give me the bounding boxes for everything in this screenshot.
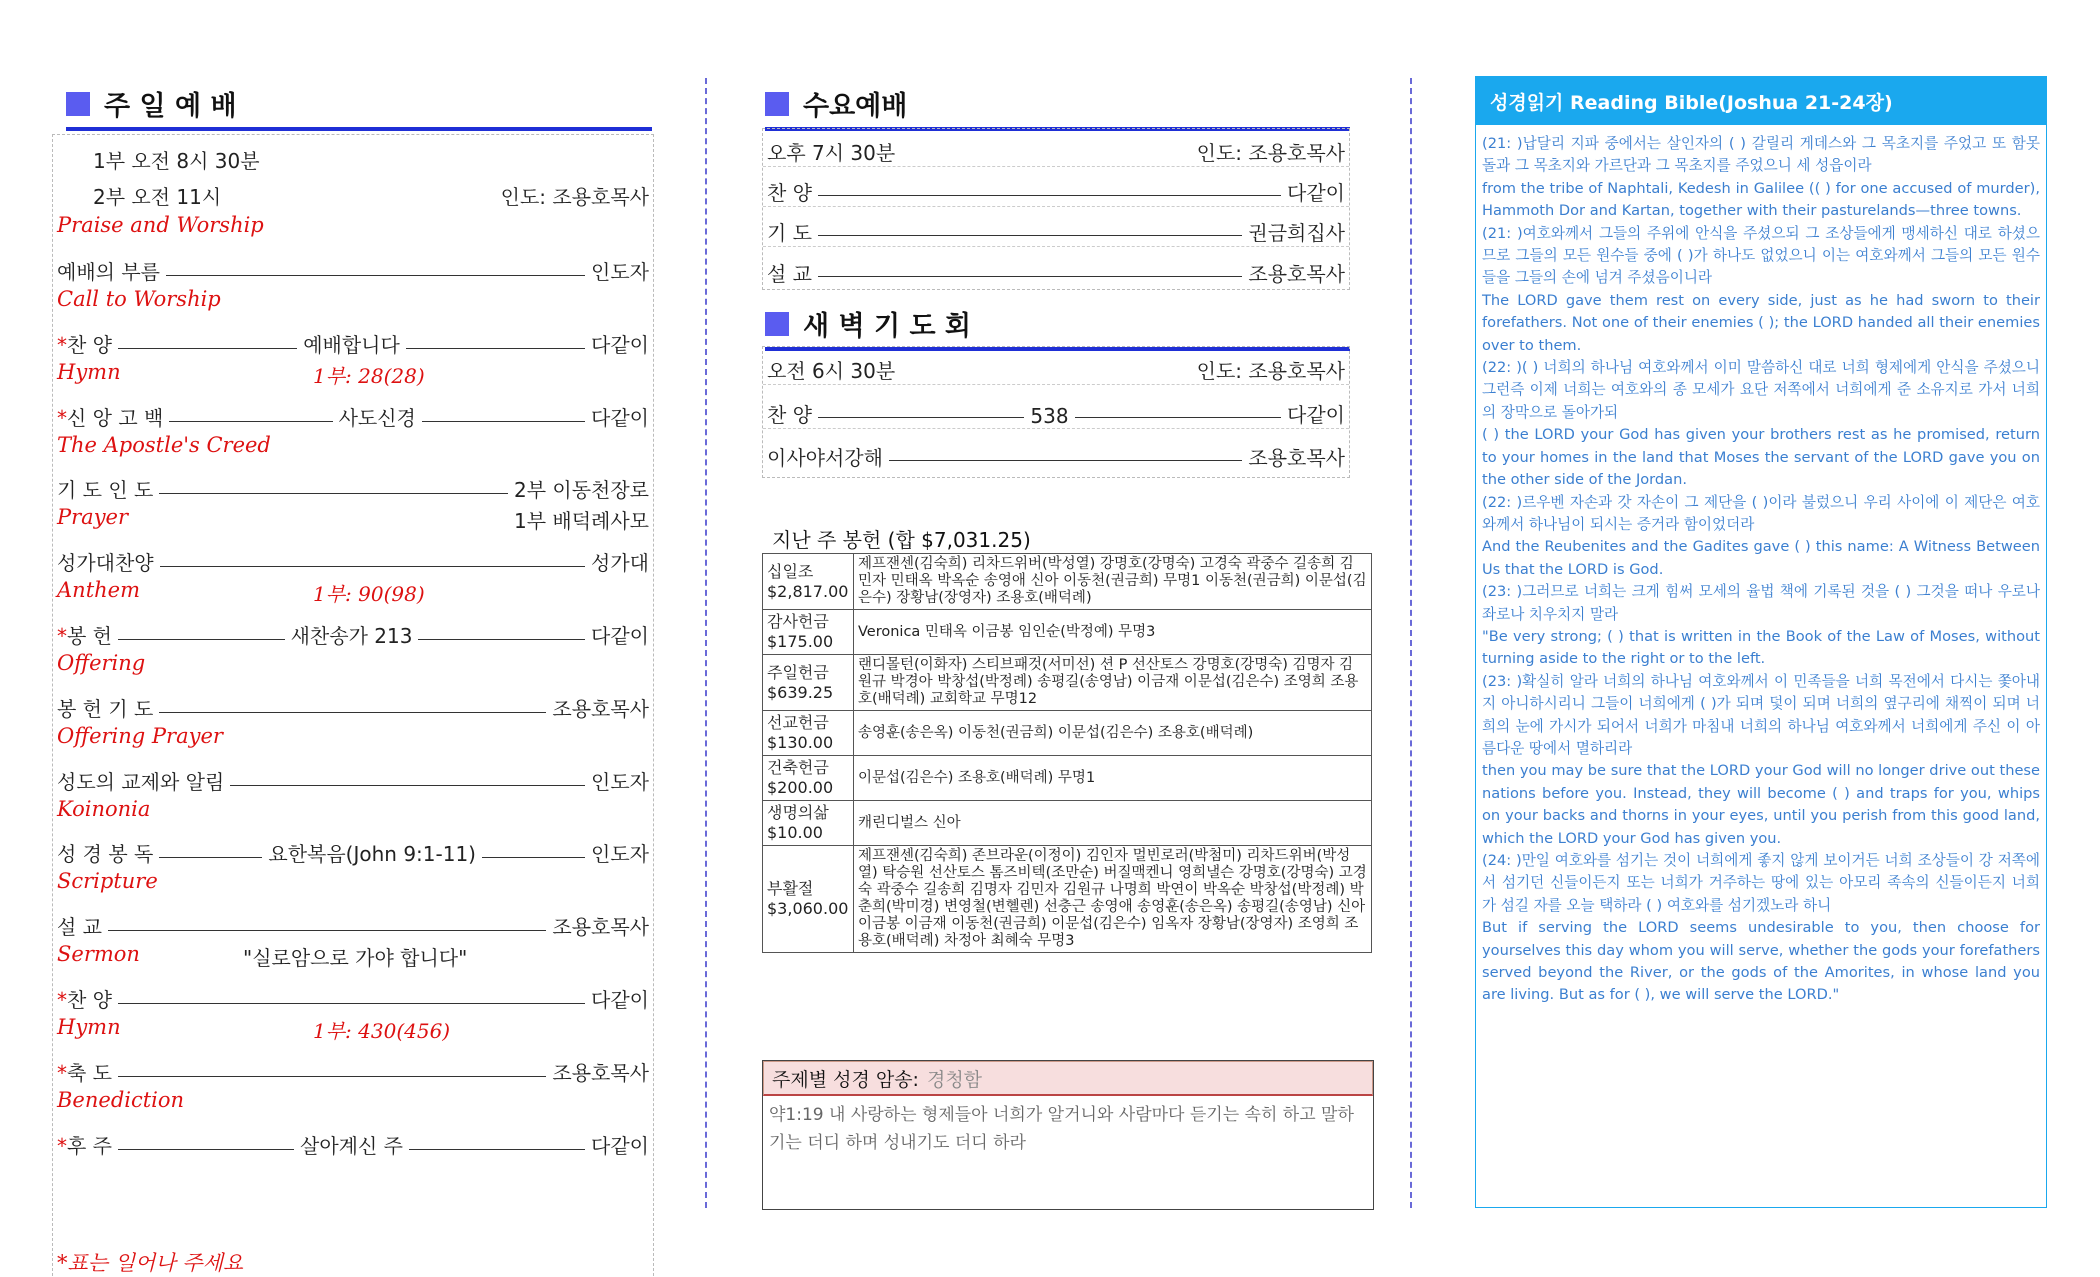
reading-paragraph: (24: )만일 여호와를 섬기는 것이 너희에게 좋지 않게 보이거든 너희 조상들이 강 저쪽에서 섬기던 신들이든지 또는 너희가 거주하는 땅에 있는 아모리 족속의 신들이든지 너희가 섬길 자를 오늘 택하라 ( ) 여호와를 섬기겠노라 하니 (1482, 852, 2040, 914)
dawn-box (762, 346, 1350, 478)
leader-line (1075, 417, 1281, 418)
offering-row (763, 711, 1372, 756)
first-service-time: 1부 오전 8시 30분 (93, 149, 260, 173)
star-marker: * (57, 405, 67, 430)
offering-category: 십일조 $2,817.00 (763, 554, 854, 610)
leader-line (818, 235, 1242, 236)
order-item-detail: 요한복음(John 9:1-11) (268, 842, 476, 867)
reading-paragraph: then you may be sure that the LORD your God will no longer drive out these nations before you. Instead, they will become ( ) and traps for you, whips on your backs and thorns in your eyes, until you perish from this good land, which the LORD your God has given you. (1482, 762, 2040, 847)
order-item-english: Scripture (57, 869, 158, 894)
star-marker: * (57, 332, 67, 357)
order-item (53, 1125, 653, 1159)
reading-paragraph: (23: )확실히 알라 너희의 하나님 여호와께서 이 민족들을 너희 목전에서 다시는 쫓아내지 아니하시리니 그들이 너희에게 ( )가 되며 덫이 되며 너희의 옆구리에 채찍이 되며 너희의 눈에 가시가 되어서 너희가 마침내 너희의 하나님 여호와께서 너희에게 주신 이 아름다운 땅에서 멸하리라 (1482, 672, 2040, 757)
offering-amount: $10.00 (767, 823, 823, 842)
leader-line (818, 276, 1242, 277)
order-item-leader: 인도자 (591, 842, 650, 867)
wednesday-leader: 인도: 조용호목사 (1196, 141, 1345, 165)
order-item (53, 979, 653, 1013)
order-item-leader: 다같이 (591, 332, 650, 357)
offering-row (763, 554, 1372, 610)
order-item-label: 예배의 부름 (57, 260, 160, 284)
order-item-label: 봉 헌 기 도 (57, 696, 154, 721)
offering-amount: $639.25 (767, 682, 834, 702)
order-item-leader: 2부 이동천장로 (513, 478, 649, 503)
leader-line (118, 1003, 585, 1004)
leader-line (159, 857, 262, 858)
reading-paragraph: But if serving the LORD seems undesirable to you, then choose for yourselves this day whom you will serve, whether the gods your forefathers served beyond the River, or the gods of the Amorites, in whose land you are living. But as for ( ), we will serve the LORD." (1482, 919, 2040, 1004)
offering-category: 감사헌금 $175.00 (763, 610, 854, 655)
reading-paragraph: (22: )( ) 너희의 하나님 여호와께서 이미 말씀하신 대로 너희 형제에게 안식을 주셨으니 그런즉 이제 너희는 여호와의 종 모세가 요단 저쪽에서 너희에게 준 소유지로 가서 너희의 장막으로 돌아가되 (1482, 359, 2040, 421)
leader-line (108, 930, 546, 931)
offering-amount: $175.00 (767, 632, 834, 651)
sunday-title: 주 일 예 배 (104, 91, 237, 122)
leader-line (118, 1149, 294, 1150)
reading-paragraph: (21: )납달리 지파 중에서는 살인자의 ( ) 갈릴리 게데스와 그 목초지를 주었고 또 함못 돌과 그 목초지와 가르단과 그 목초지를 주었으니 세 성읍이라 (1482, 135, 2040, 175)
offering-table-wrap (762, 553, 1372, 953)
order-item (53, 761, 653, 795)
leader-line (406, 348, 585, 349)
sunday-leader: 인도: 조용호목사 (500, 185, 649, 209)
offering-category: 건축헌금 $200.00 (763, 756, 854, 801)
reading-paragraph: from the tribe of Naphtali, Kedesh in Galilee (( ) for one accused of murder), Hammoth Dor and Kartan, together with their pasturelands—three towns. (1482, 179, 2040, 220)
order-item-label: 성 경 봉 독 (57, 842, 154, 867)
order-item-label: *찬 양 (57, 988, 112, 1012)
offering-row (763, 756, 1372, 801)
memory-verse-topic: 경청함 (926, 1068, 983, 1091)
leader-line (118, 1076, 546, 1077)
dawn-lecture-label: 이사야서강해 (767, 446, 883, 470)
leader-line (889, 460, 1242, 461)
sunday-header (66, 84, 652, 131)
dawn-time-row (763, 347, 1349, 385)
dawn-lecture-value: 조용호목사 (1248, 446, 1345, 470)
offering-names: 송영훈(송은옥) 이동천(권금희) 이문섭(김은수) 조용호(배덕례) (854, 711, 1372, 756)
star-marker: * (57, 1060, 67, 1085)
dawn-title: 새 벽 기 도 회 (803, 311, 972, 342)
reading-title: 성경읽기 Reading Bible(Joshua 21-24장) (1490, 91, 1893, 114)
offering-row (763, 655, 1372, 711)
order-item-leader: 조용호목사 (552, 696, 649, 721)
order-item-english: Offering Prayer (57, 723, 223, 748)
offering-amount: $3,060.00 (767, 899, 849, 918)
order-item (53, 469, 653, 503)
offering-amount: $130.00 (767, 733, 834, 752)
wednesday-row (763, 209, 1349, 247)
leader-line (118, 639, 285, 640)
order-item-leader: 조용호목사 (552, 1060, 649, 1085)
square-bullet-icon (66, 92, 90, 116)
order-item-note: 1부 배덕례사모 (513, 509, 649, 534)
standing-footnote: *표는 일어나 주세요 (57, 1251, 244, 1275)
wednesday-row-label: 찬 양 (767, 181, 812, 205)
column-divider-2 (1410, 78, 1412, 1208)
offering-names: 제프잰센(김숙희) 존브라운(이정이) 김인자 멀빈로러(박첨미) 리차드위버(박성열) 탁승원 선산토스 톰즈비텍(조만순) 버질맥켄니 영희낼슨 강명호(강명숙) 고경숙 곽중수 길송희 김명자 김민자 김원규 나명희 박연이 박옥순 박창섭(박정례) 박춘희(박미경) 변영철(변혤렌) 선충근 송영애 송영훈(송은옥) 송평길(송영남) 신아 이금봉 이금재 이동천(권금희) 이문섭(김은수) 임옥자 장황남(장영자) 조영희 조용호(배덕례) 차정아 최혜숙 무명3 (854, 846, 1372, 953)
offering-names: Veronica 민태옥 이금봉 임인순(박정예) 무명3 (854, 610, 1372, 655)
order-item-label: 기 도 인 도 (57, 478, 154, 503)
star-marker: * (57, 624, 67, 648)
wednesday-row-label: 설 교 (767, 262, 812, 286)
memory-verse-title: 주제별 성경 암송: (772, 1068, 919, 1091)
order-item (53, 397, 653, 431)
order-item-label: *신 앙 고 백 (57, 405, 164, 430)
offering-names: 제프잰센(김숙희) 리차드위버(박성열) 강명호(강명숙) 고경숙 곽중수 길송희 김민자 민태옥 박옥순 송영애 신아 이동천(권금희) 무명1 이동천(권금희) 이문섭(김은수) 장황남(장영자) 조용호(배덕례) (854, 554, 1372, 610)
wednesday-row-value: 권금희집사 (1248, 221, 1345, 245)
order-item (53, 688, 653, 722)
order-item-label: 성도의 교제와 알림 (57, 769, 225, 794)
order-item-english: Anthem (57, 578, 140, 603)
order-item (53, 542, 653, 576)
offering-names: 랜디몰턴(이화자) 스티브패것(서미선) 션 P 선산토스 강명호(강명숙) 김명자 김원규 박경아 박창섭(박정례) 송평길(송영남) 이금재 이문섭(김은수) 조영희 조용호(배덕례) 교회학교 무명12 (854, 655, 1372, 711)
order-item (53, 833, 653, 867)
second-service-time: 2부 오전 11시 (93, 185, 222, 209)
memory-verse-text: 약1:19 내 사랑하는 형제들아 너희가 알거니와 사람마다 듣기는 속히 하고 말하기는 더디 하며 성내기도 더디 하라 (769, 1105, 1354, 1153)
leader-line (818, 417, 1024, 418)
wednesday-row-value: 다같이 (1287, 181, 1345, 205)
leader-line (230, 785, 585, 786)
square-bullet-icon (765, 92, 789, 116)
order-item-label: 설 교 (57, 915, 102, 940)
leader-line (418, 639, 585, 640)
dawn-hymn-value: 다같이 (1287, 403, 1345, 427)
wednesday-box (762, 128, 1350, 290)
offering-amount: $2,817.00 (767, 581, 849, 601)
dawn-time: 오전 6시 30분 (767, 359, 896, 383)
order-item-detail: 살아계신 주 (300, 1133, 403, 1158)
offering-names: 이문섭(김은수) 조용호(배덕례) 무명1 (854, 756, 1372, 801)
leader-line (118, 348, 297, 349)
star-marker: * (57, 1133, 67, 1158)
order-item (53, 251, 653, 285)
reading-paragraph: (22: )르우벤 자손과 갓 자손이 그 제단을 ( )이라 불렀으니 우리 사이에 이 제단은 여호와께서 하나님이 되시는 증거라 함이었더라 (1482, 493, 2040, 533)
wednesday-title: 수요예배 (803, 91, 908, 122)
dawn-hymn-number: 538 (1030, 404, 1069, 428)
square-bullet-icon (765, 312, 789, 336)
offering-table (762, 553, 1372, 953)
leader-line (166, 275, 585, 276)
column-divider-1 (705, 78, 707, 1208)
order-item (53, 1052, 653, 1086)
order-item-leader: 인도자 (591, 769, 649, 794)
order-item-english: Sermon (57, 942, 140, 967)
dawn-lecture-row (763, 431, 1349, 471)
order-item-note: "실로암으로 가야 합니다" (243, 946, 468, 971)
order-item-english: Hymn (57, 359, 121, 384)
leader-line (409, 1149, 585, 1150)
dawn-hymn-row (763, 389, 1349, 429)
order-item-leader: 다같이 (591, 624, 649, 648)
order-item-leader: 조용호목사 (552, 915, 649, 940)
wednesday-row (763, 249, 1349, 287)
wednesday-time: 오후 7시 30분 (767, 141, 896, 165)
wednesday-row (763, 169, 1349, 207)
offering-names: 캐린디벌스 신아 (854, 801, 1372, 846)
offering-row (763, 610, 1372, 655)
dawn-leader: 인도: 조용호목사 (1196, 359, 1345, 383)
order-item-label: *축 도 (57, 1060, 112, 1085)
offering-category: 생명의삶 $10.00 (763, 801, 854, 846)
wednesday-header (765, 84, 1350, 131)
offering-row (763, 801, 1372, 846)
order-item-english: Koinonia (57, 796, 151, 821)
leader-line (482, 857, 585, 858)
offering-category: 부활절 $3,060.00 (763, 846, 854, 953)
leader-line (818, 195, 1281, 196)
order-item-leader: 인도자 (591, 260, 649, 284)
order-item-detail: 새찬송가 213 (290, 624, 413, 648)
sunday-column (52, 84, 652, 131)
order-item-detail: 예배합니다 (303, 332, 400, 357)
leader-line (169, 421, 332, 422)
order-item-english: Offering (57, 651, 146, 675)
reading-paragraph: And the Reubenites and the Gadites gave ( ) this name: A Witness Between Us that the LORD is God. (1482, 538, 2040, 578)
reading-header (1476, 77, 2046, 125)
order-item-leader: 성가대 (591, 551, 649, 576)
praise-worship-label: Praise and Worship (57, 213, 264, 237)
order-item-leader: 다같이 (591, 1133, 649, 1158)
order-item-label: 성가대찬양 (57, 551, 154, 576)
wednesday-row-value: 조용호목사 (1248, 262, 1345, 286)
reading-paragraph: ( ) the LORD your God has given your brothers rest as he promised, return to your homes in the land that Moses the servant of the LORD gave you on the other side of the Jordan. (1482, 426, 2040, 489)
wednesday-header-wrap (765, 84, 1350, 131)
dawn-hymn-label: 찬 양 (767, 403, 812, 427)
reading-box (1475, 76, 2047, 1208)
order-item-note: 1부: 28(28) (313, 363, 425, 388)
reading-paragraph: (23: )그러므로 너희는 크게 힘써 모세의 율법 책에 기록된 것을 ( ) 그것을 떠나 우로나 좌로나 치우치지 말라 (1482, 583, 2040, 623)
order-item-note: 1부: 430(456) (313, 1019, 451, 1043)
leader-line (159, 493, 508, 494)
order-item-leader: 다같이 (591, 988, 649, 1012)
order-item-label: *봉 헌 (57, 624, 112, 648)
order-item-english: Hymn (57, 1015, 121, 1039)
order-item-detail: 사도신경 (338, 405, 416, 430)
memory-verse-header (763, 1061, 1373, 1096)
reading-text (1482, 133, 2040, 1007)
offering-title: 지난 주 봉헌 (합 $7,031.25) (772, 528, 1031, 552)
leader-line (160, 566, 585, 567)
reading-paragraph: (21: )여호와께서 그들의 주위에 안식을 주셨으되 그 조상들에게 맹세하신 대로 하셨으므로 그들의 모든 원수들 중에 ( )가 하나도 없었으니 이는 여호와께서 그들의 모든 원수들을 그들의 손에 넘겨 주셨음이니라 (1482, 224, 2040, 287)
dawn-header-wrap (765, 304, 1350, 351)
sunday-box (52, 134, 654, 1276)
star-marker: * (57, 988, 67, 1012)
order-item (53, 324, 653, 358)
dawn-header (765, 304, 1350, 351)
reading-paragraph: The LORD gave them rest on every side, just as he had sworn to their forefathers. Not one of their enemies ( ); the LORD handed all their enemies over to them. (1482, 291, 2040, 354)
leader-line (159, 712, 546, 713)
memory-verse-box (762, 1060, 1374, 1210)
order-item-label: *후 주 (57, 1133, 112, 1158)
order-item-english: Benediction (57, 1087, 185, 1112)
order-item-english: Prayer (57, 505, 129, 530)
order-item-english: The Apostle's Creed (57, 432, 271, 457)
order-item-leader: 다같이 (591, 405, 650, 430)
offering-category: 주일헌금 $639.25 (763, 655, 854, 711)
offering-amount: $200.00 (767, 778, 834, 797)
order-item (53, 906, 653, 940)
order-item-note: 1부: 90(98) (313, 582, 425, 607)
leader-line (422, 421, 585, 422)
order-item (53, 615, 653, 649)
offering-row (763, 846, 1372, 953)
wednesday-row-label: 기 도 (767, 221, 812, 245)
order-item-english: Call to Worship (57, 287, 221, 311)
offering-category: 선교헌금 $130.00 (763, 711, 854, 756)
wednesday-time-row (763, 129, 1349, 167)
order-item-label: *찬 양 (57, 332, 112, 357)
reading-paragraph: "Be very strong; ( ) that is written in the Book of the Law of Moses, without turning aside to the right or to the left. (1482, 627, 2040, 668)
